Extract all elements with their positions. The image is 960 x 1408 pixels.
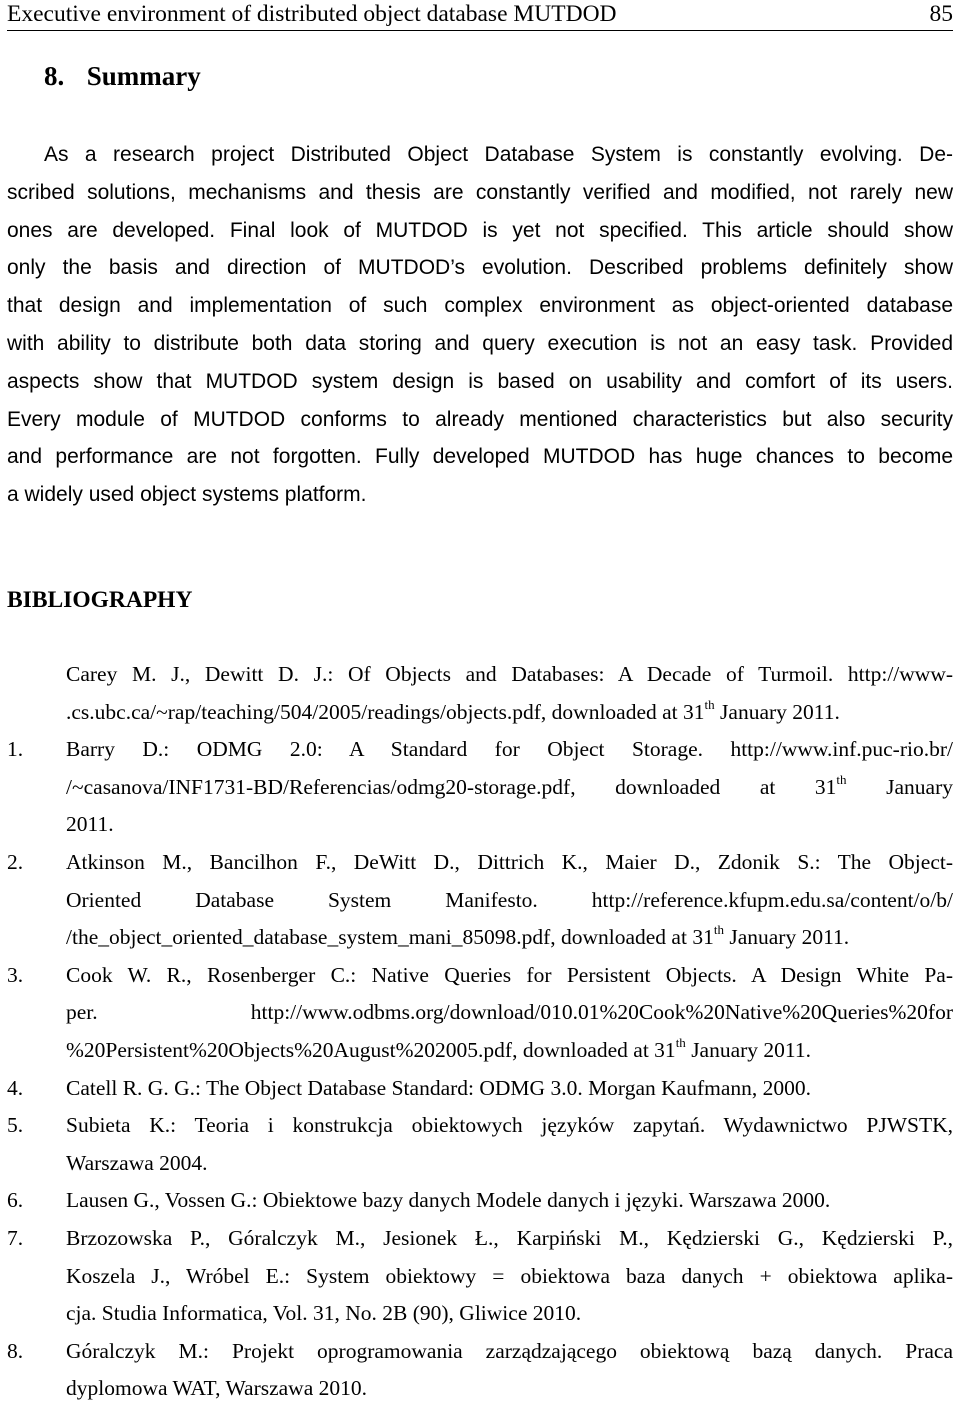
summary-paragraph — [7, 136, 953, 514]
summary-line: a widely used object systems platform. — [7, 483, 367, 507]
bibliography-entry — [7, 1107, 953, 1182]
entry-number: 6. — [7, 1188, 24, 1213]
entry-line — [66, 769, 953, 807]
entry-line: Brzozowska P., Góralczyk M., Jesionek Ł., Karpiński M., Kędzierski G., Kędzierski P., — [66, 1225, 953, 1250]
ordinal-suffix: th — [704, 696, 715, 712]
entry-number: 7. — [7, 1225, 24, 1250]
entry-line: Subieta K.: Teoria i konstrukcja obiektowych języków zapytań. Wydawnictwo PJWSTK, — [66, 1113, 953, 1138]
entry-line: Oriented Database System Manifesto. http://reference.kfupm.edu.sa/content/o/b/ — [66, 887, 953, 912]
ordinal-suffix: th — [713, 922, 724, 938]
entry-line — [66, 919, 953, 957]
bibliography-entry — [7, 957, 953, 1070]
page-number: 85 — [929, 1, 953, 27]
entry-line: 2011. — [66, 812, 114, 837]
entry-line: cja. Studia Informatica, Vol. 31, No. 2B (90), Gliwice 2010. — [66, 1301, 582, 1326]
entry-number: 5. — [7, 1113, 24, 1138]
entry-line-text: January 2011. — [714, 699, 840, 724]
entry-line: dyplomowa WAT, Warszawa 2010. — [66, 1376, 367, 1401]
summary-line: Every module of MUTDOD conforms to already mentioned characteristics but also security — [7, 407, 953, 431]
summary-line: only the basis and direction of MUTDOD’s evolution. Described problems definitely show — [7, 256, 953, 280]
section-title — [44, 56, 201, 96]
entry-line: Warszawa 2004. — [66, 1150, 208, 1175]
bibliography-entry — [7, 731, 953, 844]
entry-line: Carey M. J., Dewitt D. J.: Of Objects and Databases: A Decade of Turmoil. http://www- — [66, 662, 953, 686]
entry-number: 3. — [7, 962, 24, 987]
entry-number: 1. — [7, 737, 24, 762]
entry-line: Atkinson M., Bancilhon F., DeWitt D., Dittrich K., Maier D., Zdonik S.: The Object- — [66, 849, 953, 874]
bibliography-entry — [7, 1070, 953, 1108]
bibliography-heading: BIBLIOGRAPHY — [7, 587, 193, 613]
summary-line: with ability to distribute both data storing and query execution is not an easy task. Provided — [7, 331, 953, 355]
bibliography-list — [7, 656, 953, 1408]
entry-line: Góralczyk M.: Projekt oprogramowania zarządzającego obiektową bazą danych. Praca — [66, 1338, 953, 1363]
running-header — [7, 0, 953, 31]
entry-line — [66, 1032, 953, 1070]
entry-line-text: /~casanova/INF1731-BD/Referencias/odmg20-storage.pdf, downloaded at 31 — [66, 774, 837, 799]
section-title-text: Summary — [86, 61, 201, 91]
running-header-title: Executive environment of distributed object database MUTDOD — [7, 1, 617, 27]
summary-line: scribed solutions, mechanisms and thesis are constantly verified and modified, not rarely new — [7, 180, 953, 204]
summary-line: As a research project Distributed Object Database System is constantly evolving. De- — [44, 143, 953, 166]
entry-number: 4. — [7, 1075, 24, 1100]
entry-line-text: /the_object_oriented_database_system_mani_85098.pdf, downloaded at 31 — [66, 925, 714, 950]
entry-line-text: .cs.ubc.ca/~rap/teaching/504/2005/readings/objects.pdf, downloaded at 31 — [66, 699, 705, 724]
entry-line — [66, 694, 953, 732]
ordinal-suffix: th — [675, 1034, 686, 1050]
summary-line: and performance are not forgotten. Fully developed MUTDOD has huge chances to become — [7, 445, 953, 469]
entry-line: Catell R. G. G.: The Object Database Standard: ODMG 3.0. Morgan Kaufmann, 2000. — [66, 1075, 811, 1100]
bibliography-entry — [7, 656, 953, 731]
entry-line: Cook W. R., Rosenberger C.: Native Queries for Persistent Objects. A Design White Pa- — [66, 962, 953, 987]
bibliography-entry — [7, 1220, 953, 1333]
entry-line-text: January — [846, 774, 953, 799]
summary-line: that design and implementation of such complex environment as object-oriented database — [7, 294, 953, 318]
entry-line: Koszela J., Wróbel E.: System obiektowy = obiektowa baza danych + obiektowa aplika- — [66, 1263, 953, 1288]
bibliography-entry — [7, 1182, 953, 1220]
bibliography-entry — [7, 844, 953, 957]
entry-number: 2. — [7, 849, 24, 874]
entry-number: 8. — [7, 1338, 24, 1363]
entry-line-text: %20Persistent%20Objects%20August%202005.pdf, downloaded at 31 — [66, 1037, 676, 1062]
entry-line: Lausen G., Vossen G.: Obiektowe bazy danych Modele danych i języki. Warszawa 2000. — [66, 1188, 831, 1213]
summary-line: aspects show that MUTDOD system design is based on usability and comfort of its users. — [7, 369, 953, 393]
bibliography-entry — [7, 1333, 953, 1408]
entry-line: per. http://www.odbms.org/download/010.01%20Cook%20Native%20Queries%20for — [66, 1000, 953, 1025]
section-number: 8. — [44, 61, 65, 91]
entry-line-text: January 2011. — [723, 925, 850, 950]
ordinal-suffix: th — [836, 771, 847, 787]
entry-line-text: January 2011. — [685, 1037, 812, 1062]
entry-line: Barry D.: ODMG 2.0: A Standard for Object Storage. http://www.inf.puc-rio.br/ — [66, 737, 953, 762]
summary-line: ones are developed. Final look of MUTDOD is yet not specified. This article should show — [7, 218, 953, 242]
